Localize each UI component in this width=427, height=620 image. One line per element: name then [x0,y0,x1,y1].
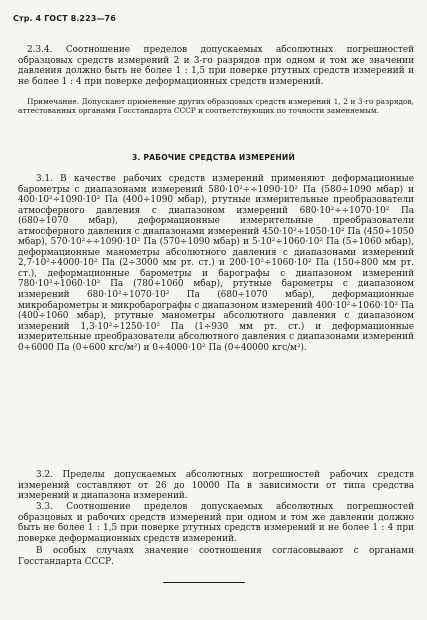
section-title: 3. РАБОЧИЕ СРЕДСТВА ИЗМЕРЕНИЙ [131,153,296,162]
paragraph-special-cases: В особых случаях значение соотношения согласовывают с органами Госстандарта СССР. [18,546,414,567]
page-header: Стр. 4 ГОСТ 8.223—76 [13,14,116,23]
note-paragraph: Примечание. Допускают применение других образцовых средств измерений 1, 2 и 3-го разрядов, аттестованных органами Госстандарта СССР и соответствующих по точности заменяемым. [18,97,414,115]
paragraph-3-2: 3.2. Пределы допускаемых абсолютных погрешностей рабочих средств измерений составляют от 26 до 10000 Па в зависимости от типа средства измерений и диапазона измерений. [18,470,414,502]
paragraph-2-3-4: 2.3.4. Соотношение пределов допускаемых абсолютных погрешностей образцовых средств измерений 2 и 3-го разрядов при одном и том же значении давления должно быть не более 1 : 1,5 при поверке ртутных средств измерений и не более 1 : 4 при поверке деформационных средств измерений. [18,45,414,87]
paragraph-3-1: 3.1. В качестве рабочих средств измерений применяют деформационные барометры с диапазонами измерений 580·10²÷÷1090·10² Па (580÷1090 мбар) и 400·10²÷1090·10² Па (400÷1090 мбар), ртутные измерительные преобразователи атмосферного давления с диапазоном измерений 680·10²÷÷1070·10² Па (680÷1070 мбар), деформационные измерительные преобразователи атмосферного давления с диапазонами измерений 450·10²÷1050·10² Па (450÷1050 мбар), 570·10²÷÷1090·10² Па (570÷1090 мбар) и 5·10²÷1060·10² Па (5÷1060 мбар), деформационные манометры абсолютного давления с диапазонами измерений 2,7·10²÷4000·10² Па (2÷3000 мм рт. ст.) и 200·10²÷1060·10² Па (150÷800 мм рт. ст.), деформационные барометры и барографы с диапазоном измерений 780·10²÷1060·10² Па (780÷1060 мбар), ртутные барометры с диапазоном измерений 680·10²÷1070·10² Па (680÷1070 мбар), деформационные микробарометры и микробарографы с диапазоном измерений 400·10²÷1060·10² Па (400÷1060 мбар), ртутные манометры абсолютного давления с диапазоном измерений 1,3·10²÷1250·10² Па (1÷930 мм рт. ст.) и деформационные измерительные преобразователи абсолютного давления с диапазонами измерений 0÷6000 Па (0÷600 кгс/м²) и 0÷4000·10² Па (0÷40000 кгс/м²). [18,174,414,353]
paragraph-3-3: 3.3. Соотношение пределов допускаемых абсолютных погрешностей образцовых и рабочих средств измерений при одном и том же давлении должно быть не более 1 : 1,5 при поверке ртутных средств измерений и не более 1 : 4 при поверке деформационных средств измерений. [18,502,414,544]
end-rule [163,582,245,583]
